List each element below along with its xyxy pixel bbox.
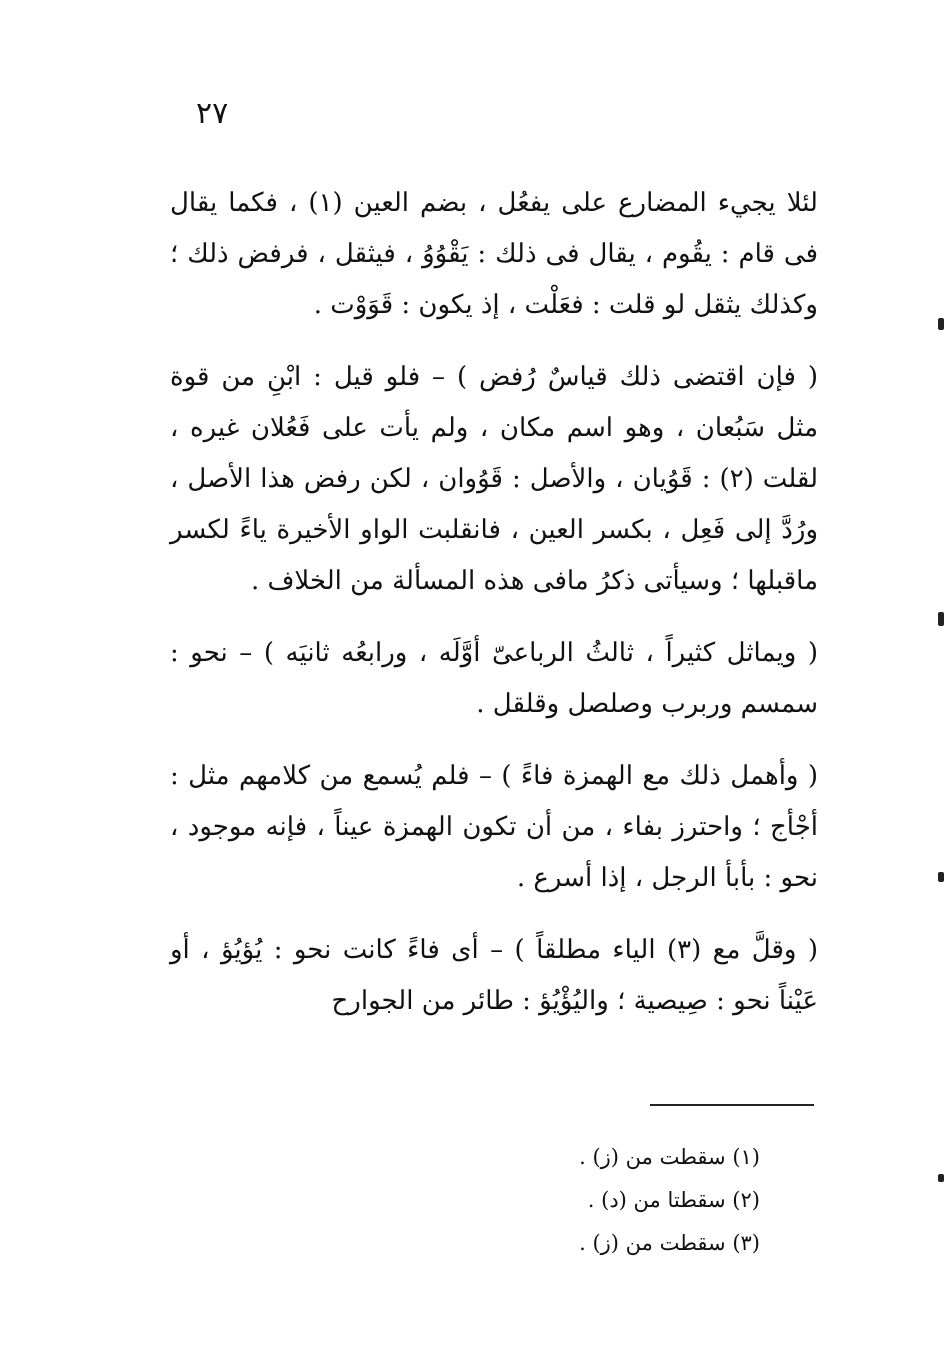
- footnote-1: (١) سقطت من (ز) .: [579, 1145, 760, 1169]
- footnotes: [460, 1136, 760, 1265]
- paragraph-2: ( فإن اقتضى ذلك قياسٌ رُفض ) – فلو قيل : ابْنِ من قوة مثل سَبُعان ، وهو اسم مكان ، ولم يأت على فَعُلان غيره ، لقلت (٢) : قَوُيان ، والأصل : قَوُوان ، لكن رفض هذا الأصل ، ورُدَّ إلى فَعِل ، بكسر العين ، فانقلبت الواو الأخيرة ياءً لكسر ماقبلها ؛ وسيأتى ذكرُ مافى هذه المسألة من الخلاف .: [170, 362, 819, 596]
- paragraph-5: ( وقلَّ مع (٣) الياء مطلقاً ) – أى فاءً كانت نحو : يُؤيُؤ ، أو عَيْناً نحو : صِيصية ؛ واليُؤْيُؤ : طائر من الجوارح: [170, 935, 818, 1016]
- footnote-3: (٣) سقطت من (ز) .: [579, 1231, 760, 1255]
- page-number: ٢٧: [196, 96, 229, 131]
- paragraph-1: لئلا يجيء المضارع على يفعُل ، بضم العين (١) ، فكما يقال فى قام : يقُوم ، يقال فى ذلك : يَقْوُوُ ، فيثقل ، فرفض ذلك ؛ وكذلك يثقل لو قلت : فعَلْت ، إذ يكون : قَوَوْت .: [170, 188, 818, 320]
- paragraph-4: ( وأهمل ذلك مع الهمزة فاءً ) – فلم يُسمع من كلامهم مثل : أجْأج ؛ واحترز بفاء ، من أن تكون الهمزة عيناً ، فإنه موجود ، نحو : بأبأ الرجل ، إذا أسرع .: [170, 761, 818, 893]
- footnote-divider: [650, 1104, 814, 1106]
- scan-edge-mark: [938, 612, 944, 626]
- scan-edge-mark: [938, 318, 944, 330]
- scan-edge-mark: [938, 872, 944, 882]
- paragraph-3: ( ويماثل كثيراً ، ثالثُ الرباعىّ أوَّلَه ، ورابعُه ثانيَه ) – نحو : سمسم وربرب وصلصل وقلقل .: [170, 638, 818, 719]
- scan-edge-mark: [938, 1174, 944, 1182]
- main-text: [170, 178, 818, 1048]
- footnote-2: (٢) سقطتا من (د) .: [587, 1188, 760, 1212]
